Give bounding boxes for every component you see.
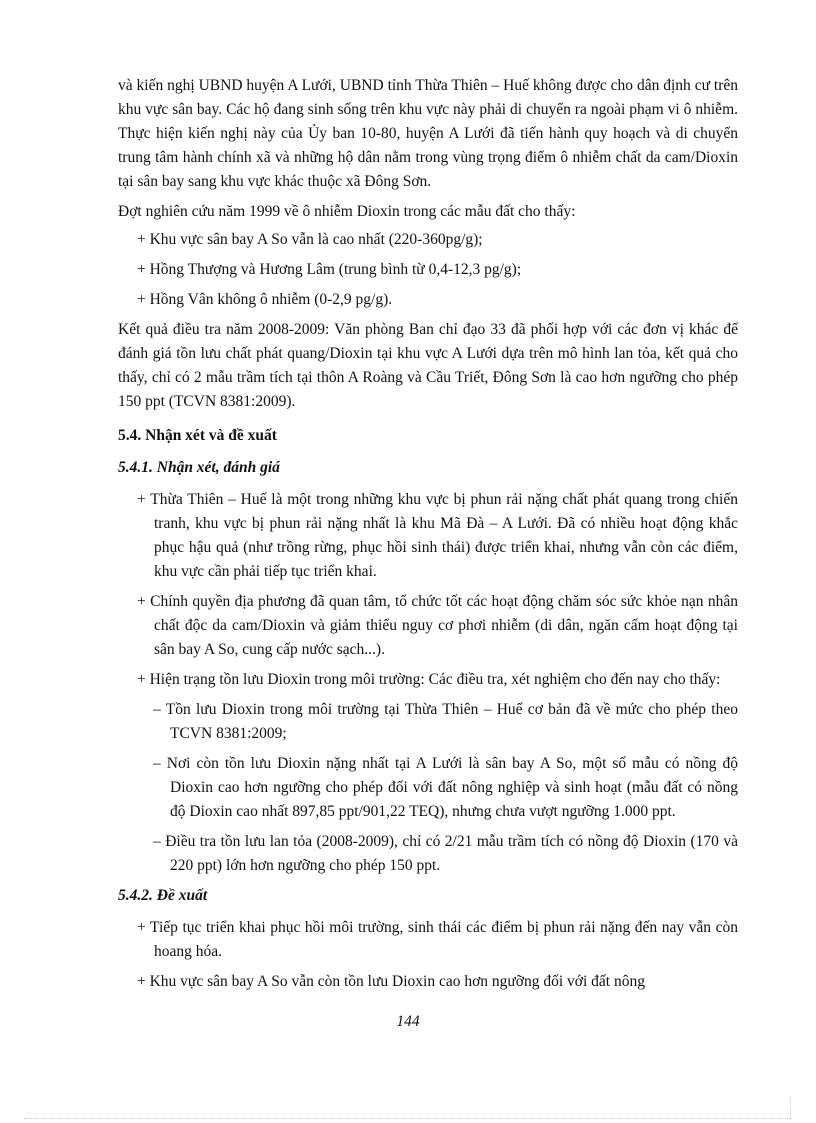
paragraph-1999-study: Đợt nghiên cứu năm 1999 về ô nhiễm Dioxin trong các mẫu đất cho thấy: <box>118 203 576 220</box>
list-item: + Hiện trạng tồn lưu Dioxin trong môi trường: Các điều tra, xét nghiệm cho đến nay cho thấy: <box>137 671 721 688</box>
section-heading: 5.4. Nhận xét và đề xuất <box>118 427 277 444</box>
list-item: + Hồng Thượng và Hương Lâm (trung bình từ 0,4-12,3 pg/g); <box>137 261 522 278</box>
list-item: + Tiếp tục triển khai phục hồi môi trường, sinh thái các điểm bị phun rải nặng đến nay vẫn còn hoang hóa. <box>137 919 738 960</box>
dash-list-item: – Điều tra tồn lưu lan tỏa (2008-2009), chỉ có 2/21 mẫu trầm tích có nồng độ Dioxin (170 và 220 ppt) lớn hơn ngưỡng cho phép 150 ppt. <box>153 833 738 874</box>
list-item: + Thừa Thiên – Huế là một trong những khu vực bị phun rải nặng chất phát quang trong chiến tranh, khu vực bị phun rải nặng nhất là khu Mã Đà – A Lưới. Đã có nhiều hoạt động khắc phục hậu quả (như trồng rừng, phục hồi sinh thái) được triển khai, nhưng vẫn còn các điểm, khu vực cần phải tiếp tục triển khai. <box>137 491 738 580</box>
dash-list-item: – Nơi còn tồn lưu Dioxin nặng nhất tại A Lưới là sân bay A So, một số mẫu có nồng độ Dioxin cao hơn ngưỡng cho phép đối với đất nông nghiệp và sinh hoạt (mẫu đất có nồng độ Dioxin cao nhất 897,85 ppt/901,22 TEQ), nhưng chưa vượt ngưỡng 1.000 ppt. <box>153 755 738 820</box>
page-border-line <box>24 1118 792 1119</box>
dash-list-item: – Tồn lưu Dioxin trong môi trường tại Thừa Thiên – Huế cơ bản đã về mức cho phép theo TCVN 8381:2009; <box>153 701 738 742</box>
list-item: + Hồng Vân không ô nhiễm (0-2,9 pg/g). <box>137 291 393 308</box>
list-item: + Khu vực sân bay A So vẫn còn tồn lưu Dioxin cao hơn ngưỡng đối với đất nông <box>137 973 645 990</box>
paragraph-2008-survey: Kết quả điều tra năm 2008-2009: Văn phòng Ban chỉ đạo 33 đã phối hợp với các đơn vị khác để đánh giá tồn lưu chất phát quang/Dioxin tại khu vực A Lưới dựa trên mô hình lan tỏa, kết quả cho thấy, chỉ có 2 mẫu trầm tích tại thôn A Roàng và Cầu Triết, Đông Sơn là cao hơn ngưỡng cho phép 150 ppt (TCVN 8381:2009). <box>118 321 738 410</box>
page-number: 144 <box>396 1013 420 1030</box>
list-item: + Chính quyền địa phương đã quan tâm, tổ chức tốt các hoạt động chăm sóc sức khỏe nạn nhân chất độc da cam/Dioxin và giảm thiểu nguy cơ phơi nhiễm (di dân, ngăn cấm hoạt động tại sân bay A So, cung cấp nước sạch...). <box>137 593 738 658</box>
page-body <box>118 74 738 1000</box>
subsection-heading-assessment: 5.4.1. Nhận xét, đánh giá <box>118 459 280 476</box>
list-item: + Khu vực sân bay A So vẫn là cao nhất (220-360pg/g); <box>137 231 483 248</box>
paragraph-resettlement: và kiến nghị UBND huyện A Lưới, UBND tỉnh Thừa Thiên – Huế không được cho dân định cư trên khu vực sân bay. Các hộ đang sinh sống trên khu vực này phải di chuyển ra ngoài phạm vi ô nhiễm. Thực hiện kiến nghị này của Ủy ban 10-80, huyện A Lưới đã tiến hành quy hoạch và di chuyển trung tâm hành chính xã và những hộ dân nằm trong vùng trọng điểm ô nhiễm chất da cam/Dioxin tại sân bay sang khu vực khác thuộc xã Đông Sơn. <box>118 77 738 190</box>
subsection-heading-proposals: 5.4.2. Đề xuất <box>118 887 208 904</box>
page-border-corner <box>790 1098 791 1120</box>
